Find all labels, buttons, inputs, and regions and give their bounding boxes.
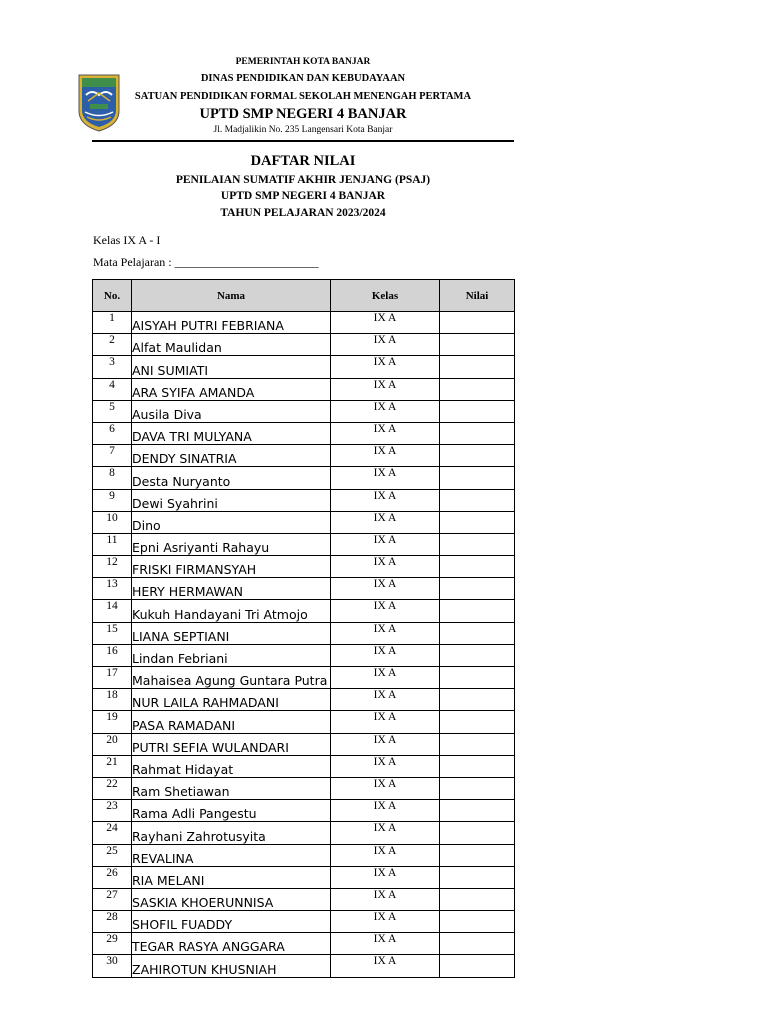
class-cell: IX A: [331, 467, 440, 489]
document-subtitle-school: UPTD SMP NEGERI 4 BANJAR: [220, 190, 386, 202]
class-cell: IX A: [331, 556, 440, 578]
table-row: [93, 467, 515, 489]
student-name-cell: Dewi Syahrini: [132, 489, 331, 511]
grade-input-cell[interactable]: [440, 622, 515, 644]
class-cell: IX A: [331, 755, 440, 777]
student-name-cell: Kukuh Handayani Tri Atmojo: [132, 600, 331, 622]
grade-input-cell[interactable]: [440, 422, 515, 444]
column-header-no: No.: [93, 280, 132, 312]
grade-input-cell[interactable]: [440, 334, 515, 356]
subject-label: Mata Pelajaran : ________________________: [93, 255, 319, 269]
row-number-cell: 2: [93, 334, 132, 356]
row-number-cell: 20: [93, 733, 132, 755]
class-cell: IX A: [331, 689, 440, 711]
grade-input-cell[interactable]: [440, 689, 515, 711]
grade-input-cell[interactable]: [440, 356, 515, 378]
student-name-cell: REVALINA: [132, 844, 331, 866]
row-number-cell: 28: [93, 911, 132, 933]
student-name-cell: Rayhani Zahrotusyita: [132, 822, 331, 844]
student-name-cell: NUR LAILA RAHMADANI: [132, 689, 331, 711]
column-header-kelas: Kelas: [331, 280, 440, 312]
table-row: [93, 711, 515, 733]
table-row: [93, 334, 515, 356]
table-row: [93, 511, 515, 533]
column-header-nilai: Nilai: [440, 280, 515, 312]
student-name-cell: PASA RAMADANI: [132, 711, 331, 733]
table-row: [93, 489, 515, 511]
student-name-cell: FRISKI FIRMANSYAH: [132, 556, 331, 578]
student-name-cell: ZAHIROTUN KHUSNIAH: [132, 955, 331, 977]
table-row: [93, 445, 515, 467]
class-label: Kelas IX A - I: [93, 233, 161, 247]
row-number-cell: 26: [93, 866, 132, 888]
student-name-cell: HERY HERMAWAN: [132, 578, 331, 600]
header-school-name: UPTD SMP NEGERI 4 BANJAR: [199, 106, 407, 122]
student-name-cell: TEGAR RASYA ANGGARA: [132, 933, 331, 955]
grade-input-cell[interactable]: [440, 755, 515, 777]
student-name-cell: ARA SYIFA AMANDA: [132, 378, 331, 400]
class-cell: IX A: [331, 400, 440, 422]
table-row: [93, 422, 515, 444]
grade-input-cell[interactable]: [440, 600, 515, 622]
grade-input-cell[interactable]: [440, 733, 515, 755]
class-cell: IX A: [331, 911, 440, 933]
grade-input-cell[interactable]: [440, 800, 515, 822]
table-row: [93, 644, 515, 666]
row-number-cell: 15: [93, 622, 132, 644]
grade-input-cell[interactable]: [440, 556, 515, 578]
grade-input-cell[interactable]: [440, 933, 515, 955]
class-cell: IX A: [331, 667, 440, 689]
class-cell: IX A: [331, 866, 440, 888]
class-cell: IX A: [331, 955, 440, 977]
row-number-cell: 3: [93, 356, 132, 378]
class-cell: IX A: [331, 800, 440, 822]
row-number-cell: 16: [93, 644, 132, 666]
row-number-cell: 13: [93, 578, 132, 600]
class-cell: IX A: [331, 888, 440, 910]
row-number-cell: 14: [93, 600, 132, 622]
student-name-cell: Dino: [132, 511, 331, 533]
class-cell: IX A: [331, 533, 440, 555]
row-number-cell: 29: [93, 933, 132, 955]
row-number-cell: 23: [93, 800, 132, 822]
grade-input-cell[interactable]: [440, 445, 515, 467]
student-name-cell: Alfat Maulidan: [132, 334, 331, 356]
grade-table: [92, 279, 515, 978]
class-cell: IX A: [331, 378, 440, 400]
grade-input-cell[interactable]: [440, 711, 515, 733]
class-cell: IX A: [331, 511, 440, 533]
class-cell: IX A: [331, 711, 440, 733]
grade-input-cell[interactable]: [440, 489, 515, 511]
table-row: [93, 578, 515, 600]
table-row: [93, 667, 515, 689]
grade-input-cell[interactable]: [440, 533, 515, 555]
document-subtitle-assessment: PENILAIAN SUMATIF AKHIR JENJANG (PSAJ): [175, 174, 431, 186]
student-name-cell: Ram Shetiawan: [132, 777, 331, 799]
table-row: [93, 888, 515, 910]
student-name-cell: Mahaisea Agung Guntara Putra: [132, 667, 331, 689]
student-name-cell: PUTRI SEFIA WULANDARI: [132, 733, 331, 755]
student-name-cell: AISYAH PUTRI FEBRIANA: [132, 312, 331, 334]
table-row: [93, 911, 515, 933]
grade-input-cell[interactable]: [440, 866, 515, 888]
header-address: Jl. Madjalikin No. 235 Langensari Kota Banjar: [213, 125, 393, 135]
class-cell: IX A: [331, 933, 440, 955]
student-name-cell: Epni Asriyanti Rahayu: [132, 533, 331, 555]
class-cell: IX A: [331, 600, 440, 622]
class-cell: IX A: [331, 422, 440, 444]
row-number-cell: 19: [93, 711, 132, 733]
document-subtitle-year: TAHUN PELAJARAN 2023/2024: [220, 207, 386, 219]
student-name-cell: Ausila Diva: [132, 400, 331, 422]
row-number-cell: 27: [93, 888, 132, 910]
student-name-cell: DENDY SINATRIA: [132, 445, 331, 467]
class-cell: IX A: [331, 777, 440, 799]
table-row: [93, 955, 515, 977]
grade-input-cell[interactable]: [440, 822, 515, 844]
row-number-cell: 18: [93, 689, 132, 711]
row-number-cell: 5: [93, 400, 132, 422]
class-cell: IX A: [331, 622, 440, 644]
row-number-cell: 4: [93, 378, 132, 400]
header-department: DINAS PENDIDIKAN DAN KEBUDAYAAN: [200, 73, 406, 84]
table-row: [93, 844, 515, 866]
row-number-cell: 10: [93, 511, 132, 533]
row-number-cell: 21: [93, 755, 132, 777]
row-number-cell: 22: [93, 777, 132, 799]
student-name-cell: ANI SUMIATI: [132, 356, 331, 378]
table-header-row: [93, 280, 515, 312]
table-row: [93, 533, 515, 555]
grade-input-cell[interactable]: [440, 667, 515, 689]
class-cell: IX A: [331, 644, 440, 666]
row-number-cell: 11: [93, 533, 132, 555]
grade-input-cell[interactable]: [440, 378, 515, 400]
class-cell: IX A: [331, 822, 440, 844]
class-cell: IX A: [331, 356, 440, 378]
table-row: [93, 733, 515, 755]
column-header-nama: Nama: [132, 280, 331, 312]
class-cell: IX A: [331, 489, 440, 511]
grade-input-cell[interactable]: [440, 467, 515, 489]
row-number-cell: 8: [93, 467, 132, 489]
grade-input-cell[interactable]: [440, 511, 515, 533]
student-name-cell: Lindan Febriani: [132, 644, 331, 666]
header-government: PEMERINTAH KOTA BANJAR: [235, 57, 371, 67]
table-row: [93, 800, 515, 822]
row-number-cell: 1: [93, 312, 132, 334]
class-cell: IX A: [331, 312, 440, 334]
grade-input-cell[interactable]: [440, 777, 515, 799]
table-row: [93, 689, 515, 711]
grade-input-cell[interactable]: [440, 955, 515, 977]
class-cell: IX A: [331, 844, 440, 866]
student-name-cell: DAVA TRI MULYANA: [132, 422, 331, 444]
grade-input-cell[interactable]: [440, 844, 515, 866]
table-row: [93, 356, 515, 378]
table-row: [93, 312, 515, 334]
table-row: [93, 866, 515, 888]
grade-input-cell[interactable]: [440, 911, 515, 933]
table-row: [93, 622, 515, 644]
row-number-cell: 6: [93, 422, 132, 444]
grade-input-cell[interactable]: [440, 888, 515, 910]
grade-input-cell[interactable]: [440, 312, 515, 334]
row-number-cell: 17: [93, 667, 132, 689]
student-name-cell: LIANA SEPTIANI: [132, 622, 331, 644]
grade-input-cell[interactable]: [440, 644, 515, 666]
row-number-cell: 9: [93, 489, 132, 511]
student-name-cell: Rama Adli Pangestu: [132, 800, 331, 822]
student-name-cell: SASKIA KHOERUNNISA: [132, 888, 331, 910]
class-cell: IX A: [331, 334, 440, 356]
document-title: DAFTAR NILAI: [250, 153, 356, 169]
student-name-cell: Desta Nuryanto: [132, 467, 331, 489]
grade-input-cell[interactable]: [440, 578, 515, 600]
row-number-cell: 7: [93, 445, 132, 467]
class-cell: IX A: [331, 733, 440, 755]
table-row: [93, 777, 515, 799]
student-name-cell: SHOFIL FUADDY: [132, 911, 331, 933]
row-number-cell: 12: [93, 556, 132, 578]
row-number-cell: 25: [93, 844, 132, 866]
header-unit: SATUAN PENDIDIKAN FORMAL SEKOLAH MENENGAH PERTAMA: [134, 91, 472, 102]
table-row: [93, 933, 515, 955]
header-divider: [92, 140, 514, 142]
row-number-cell: 30: [93, 955, 132, 977]
class-cell: IX A: [331, 578, 440, 600]
table-row: [93, 755, 515, 777]
table-row: [93, 822, 515, 844]
table-row: [93, 600, 515, 622]
student-name-cell: RIA MELANI: [132, 866, 331, 888]
table-row: [93, 400, 515, 422]
student-name-cell: Rahmat Hidayat: [132, 755, 331, 777]
class-cell: IX A: [331, 445, 440, 467]
table-row: [93, 556, 515, 578]
row-number-cell: 24: [93, 822, 132, 844]
table-row: [93, 378, 515, 400]
grade-input-cell[interactable]: [440, 400, 515, 422]
